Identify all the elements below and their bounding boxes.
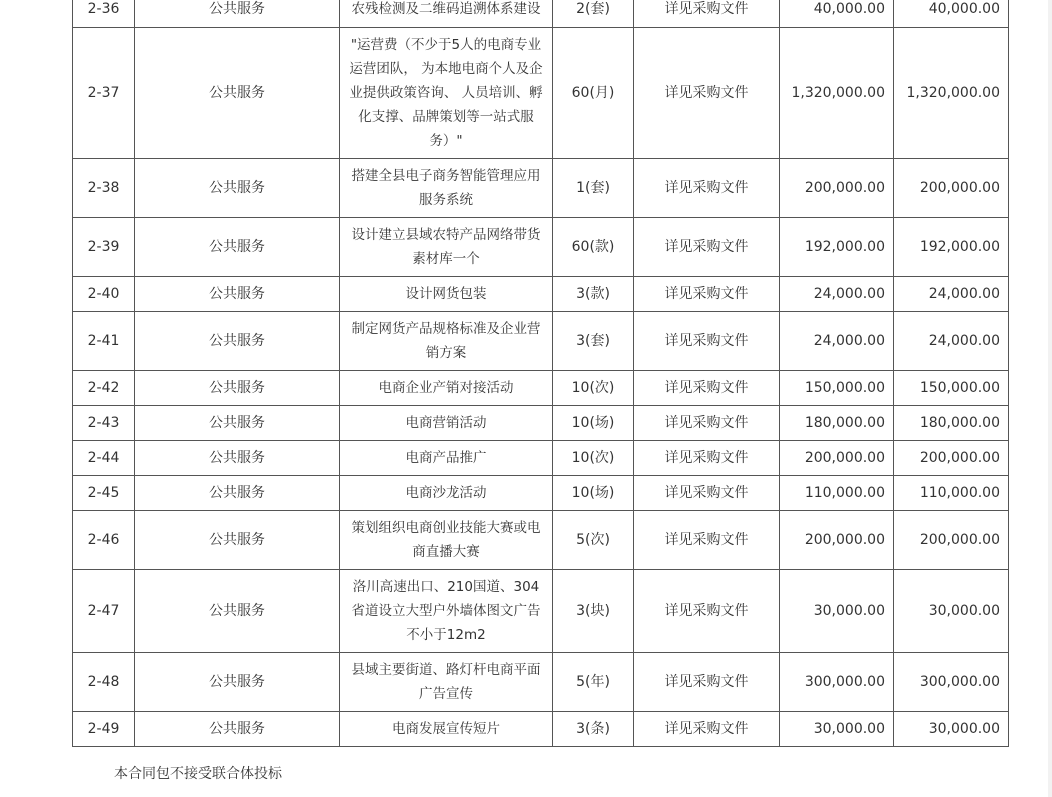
consortium-note: 本合同包不接受联合体投标	[114, 766, 282, 782]
item-category: 公共服务	[135, 159, 340, 218]
item-category: 公共服务	[135, 441, 340, 476]
table-row	[73, 406, 1009, 441]
page-scrollbar[interactable]	[1048, 0, 1052, 797]
item-description: 电商发展宣传短片	[340, 712, 553, 747]
item-number: 2-39	[73, 218, 135, 277]
table-row	[73, 159, 1009, 218]
item-total-price: 200,000.00	[894, 441, 1009, 476]
item-unit-price: 150,000.00	[780, 371, 894, 406]
table-row	[73, 441, 1009, 476]
item-unit-price: 40,000.00	[780, 0, 894, 28]
table-row	[73, 277, 1009, 312]
item-total-price: 200,000.00	[894, 511, 1009, 570]
item-quantity: 3(款)	[553, 277, 634, 312]
item-total-price: 110,000.00	[894, 476, 1009, 511]
item-category: 公共服务	[135, 476, 340, 511]
item-unit-price: 192,000.00	[780, 218, 894, 277]
item-spec: 详见采购文件	[634, 441, 780, 476]
item-description: 电商企业产销对接活动	[340, 371, 553, 406]
item-spec: 详见采购文件	[634, 218, 780, 277]
table-row	[73, 28, 1009, 159]
item-spec: 详见采购文件	[634, 406, 780, 441]
table-row	[73, 218, 1009, 277]
table-row	[73, 312, 1009, 371]
table-row	[73, 511, 1009, 570]
item-category: 公共服务	[135, 312, 340, 371]
item-total-price: 30,000.00	[894, 570, 1009, 653]
item-category: 公共服务	[135, 570, 340, 653]
item-total-price: 24,000.00	[894, 277, 1009, 312]
item-spec: 详见采购文件	[634, 653, 780, 712]
table-row	[73, 712, 1009, 747]
item-spec: 详见采购文件	[634, 159, 780, 218]
item-number: 2-46	[73, 511, 135, 570]
item-total-price: 300,000.00	[894, 653, 1009, 712]
item-number: 2-43	[73, 406, 135, 441]
table-row	[73, 570, 1009, 653]
item-unit-price: 1,320,000.00	[780, 28, 894, 159]
item-total-price: 30,000.00	[894, 712, 1009, 747]
procurement-table	[72, 0, 1009, 747]
item-description: 电商产品推广	[340, 441, 553, 476]
item-spec: 详见采购文件	[634, 0, 780, 28]
item-total-price: 24,000.00	[894, 312, 1009, 371]
item-number: 2-47	[73, 570, 135, 653]
item-number: 2-40	[73, 277, 135, 312]
item-quantity: 10(次)	[553, 371, 634, 406]
item-total-price: 180,000.00	[894, 406, 1009, 441]
item-quantity: 3(套)	[553, 312, 634, 371]
item-quantity: 3(块)	[553, 570, 634, 653]
item-category: 公共服务	[135, 277, 340, 312]
item-total-price: 150,000.00	[894, 371, 1009, 406]
item-unit-price: 200,000.00	[780, 511, 894, 570]
item-spec: 详见采购文件	[634, 371, 780, 406]
item-description: 设计建立县域农特产品网络带货素材库一个	[340, 218, 553, 277]
item-total-price: 40,000.00	[894, 0, 1009, 28]
item-number: 2-45	[73, 476, 135, 511]
item-total-price: 200,000.00	[894, 159, 1009, 218]
item-quantity: 5(年)	[553, 653, 634, 712]
item-spec: 详见采购文件	[634, 712, 780, 747]
procurement-table-wrapper	[72, 0, 1009, 747]
item-category: 公共服务	[135, 0, 340, 28]
item-spec: 详见采购文件	[634, 476, 780, 511]
item-description: 电商营销活动	[340, 406, 553, 441]
item-category: 公共服务	[135, 712, 340, 747]
item-description: 搭建全县电子商务智能管理应用服务系统	[340, 159, 553, 218]
item-number: 2-38	[73, 159, 135, 218]
item-quantity: 60(款)	[553, 218, 634, 277]
item-spec: 详见采购文件	[634, 570, 780, 653]
item-description: 电商沙龙活动	[340, 476, 553, 511]
item-quantity: 5(次)	[553, 511, 634, 570]
item-quantity: 60(月)	[553, 28, 634, 159]
item-unit-price: 200,000.00	[780, 441, 894, 476]
item-quantity: 2(套)	[553, 0, 634, 28]
table-row	[73, 653, 1009, 712]
item-description: 制定网货产品规格标准及企业营销方案	[340, 312, 553, 371]
item-category: 公共服务	[135, 653, 340, 712]
table-row	[73, 371, 1009, 406]
item-quantity: 10(次)	[553, 441, 634, 476]
item-total-price: 1,320,000.00	[894, 28, 1009, 159]
item-unit-price: 24,000.00	[780, 277, 894, 312]
item-spec: 详见采购文件	[634, 28, 780, 159]
item-number: 2-42	[73, 371, 135, 406]
item-spec: 详见采购文件	[634, 312, 780, 371]
item-description: 设计网货包装	[340, 277, 553, 312]
item-quantity: 1(套)	[553, 159, 634, 218]
item-number: 2-44	[73, 441, 135, 476]
item-total-price: 192,000.00	[894, 218, 1009, 277]
item-category: 公共服务	[135, 406, 340, 441]
item-description: 洛川高速出口、210国道、304省道设立大型户外墙体图文广告不小于12m2	[340, 570, 553, 653]
item-number: 2-37	[73, 28, 135, 159]
item-number: 2-49	[73, 712, 135, 747]
item-category: 公共服务	[135, 218, 340, 277]
table-row	[73, 476, 1009, 511]
item-description: 县域主要街道、路灯杆电商平面广告宣传	[340, 653, 553, 712]
item-unit-price: 24,000.00	[780, 312, 894, 371]
item-description: 策划组织电商创业技能大赛或电商直播大赛	[340, 511, 553, 570]
item-description: 农残检测及二维码追溯体系建设	[340, 0, 553, 28]
item-unit-price: 180,000.00	[780, 406, 894, 441]
item-unit-price: 30,000.00	[780, 570, 894, 653]
item-category: 公共服务	[135, 371, 340, 406]
item-quantity: 10(场)	[553, 476, 634, 511]
item-spec: 详见采购文件	[634, 277, 780, 312]
item-category: 公共服务	[135, 511, 340, 570]
item-unit-price: 30,000.00	[780, 712, 894, 747]
item-number: 2-41	[73, 312, 135, 371]
item-unit-price: 200,000.00	[780, 159, 894, 218]
item-unit-price: 110,000.00	[780, 476, 894, 511]
item-spec: 详见采购文件	[634, 511, 780, 570]
item-quantity: 3(条)	[553, 712, 634, 747]
item-quantity: 10(场)	[553, 406, 634, 441]
item-description: "运营费（不少于5人的电商专业运营团队， 为本地电商个人及企业提供政策咨询、 人员培训、孵化支撑、品牌策划等一站式服务）"	[340, 28, 553, 159]
item-number: 2-36	[73, 0, 135, 28]
item-category: 公共服务	[135, 28, 340, 159]
item-unit-price: 300,000.00	[780, 653, 894, 712]
item-number: 2-48	[73, 653, 135, 712]
table-row	[73, 0, 1009, 28]
